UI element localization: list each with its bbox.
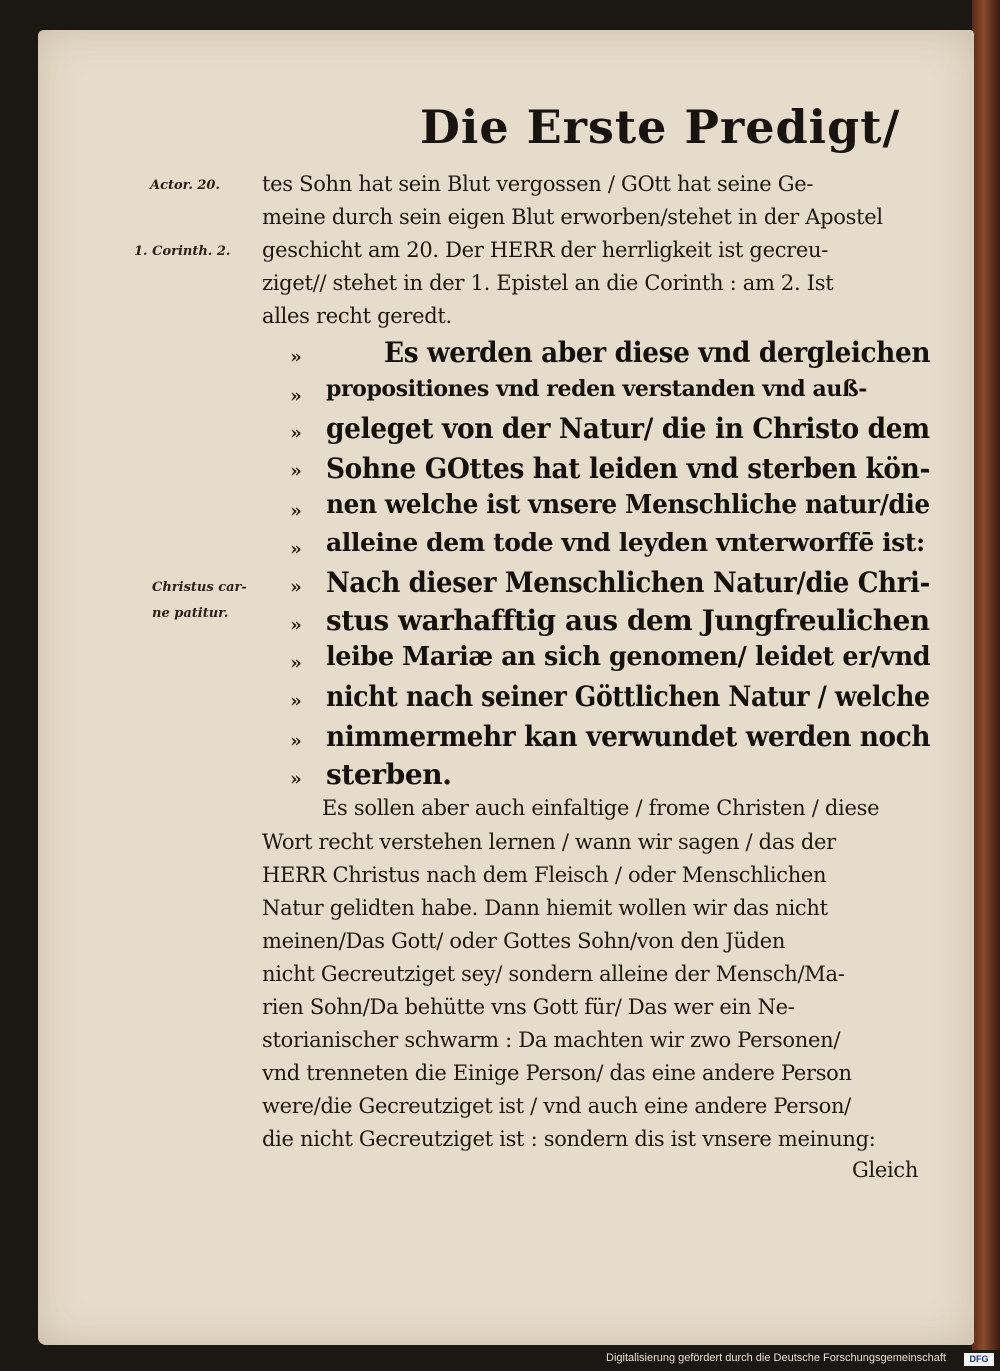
text-line: geschicht am 20. Der HERR der herrligkeit ist gecreu-	[262, 238, 829, 262]
quote-mark: »	[290, 768, 302, 790]
text-line: storianischer schwarm : Da machten wir zwo Personen/	[262, 1028, 841, 1052]
text-line: alles recht geredt.	[262, 304, 452, 328]
quoted-line: Es werden aber diese vnd dergleichen	[384, 336, 931, 369]
quote-mark: »	[290, 538, 302, 560]
quoted-line: Nach dieser Menschlichen Natur/die Chri-	[326, 566, 930, 599]
quoted-line: nimmermehr kan verwundet werden noch	[326, 720, 931, 753]
quote-mark: »	[290, 385, 302, 407]
quoted-line: nen welche ist vnsere Menschliche natur/die	[326, 490, 930, 520]
text-line: ziget// stehet in der 1. Epistel an die Corinth : am 2. Ist	[262, 271, 834, 295]
margin-note-actor: Actor. 20.	[150, 178, 221, 193]
text-line: HERR Christus nach dem Fleisch / oder Menschlichen	[262, 863, 827, 887]
digitization-credit: Digitalisierung gefördert durch die Deutsche Forschungsgemeinschaft	[606, 1352, 946, 1364]
quote-mark: »	[290, 614, 302, 636]
quote-mark: »	[290, 460, 302, 482]
quote-mark: »	[290, 690, 302, 712]
quote-mark: »	[290, 422, 302, 444]
quote-mark: »	[290, 346, 302, 368]
text-line: rien Sohn/Da behütte vns Gott für/ Das wer ein Ne-	[262, 995, 795, 1019]
page-heading: Die Erste Predigt/	[420, 100, 901, 154]
dfg-logo: DFG	[964, 1353, 994, 1366]
text-line: vnd trenneten die Einige Person/ das eine andere Person	[262, 1061, 852, 1085]
quoted-line: sterben.	[326, 758, 452, 791]
book-edge	[972, 0, 1000, 1350]
quote-mark: »	[290, 652, 302, 674]
text-line: Natur gelidten habe. Dann hiemit wollen wir das nicht	[262, 896, 828, 920]
quote-mark: »	[290, 730, 302, 752]
text-line: Wort recht verstehen lernen / wann wir sagen / das der	[262, 830, 836, 854]
margin-note-corinth: 1. Corinth. 2.	[134, 244, 231, 259]
quote-mark: »	[290, 500, 302, 522]
quoted-line: Sohne GOttes hat leiden vnd sterben kön-	[326, 452, 931, 485]
quoted-line: nicht nach seiner Göttlichen Natur / welche	[326, 680, 930, 713]
text-line: tes Sohn hat sein Blut vergossen / GOtt hat seine Ge-	[262, 172, 814, 196]
quoted-line: alleine dem tode vnd leyden vnterworffē ist:	[326, 528, 925, 557]
text-line: Es sollen aber auch einfaltige / frome Christen / diese	[322, 796, 880, 820]
text-line: meinen/Das Gott/ oder Gottes Sohn/von den Jüden	[262, 929, 786, 953]
quoted-line: leibe Mariæ an sich genomen/ leidet er/vnd	[326, 642, 931, 672]
catchword: Gleich	[852, 1158, 919, 1182]
quoted-line: stus warhafftig aus dem Jungfreulichen	[326, 604, 930, 637]
text-line: die nicht Gecreutziget ist : sondern dis ist vnsere meinung:	[262, 1127, 876, 1151]
quote-mark: »	[290, 576, 302, 598]
text-line: were/die Gecreutziget ist / vnd auch eine andere Person/	[262, 1094, 851, 1118]
quoted-line: propositiones vnd reden verstanden vnd auß-	[326, 376, 868, 402]
margin-note-patitur: ne patitur.	[152, 606, 229, 621]
margin-note-christus: Christus car-	[152, 580, 247, 595]
quoted-line: geleget von der Natur/ die in Christo dem	[326, 412, 930, 445]
text-line: nicht Gecreutziget sey/ sondern alleine der Mensch/Ma-	[262, 962, 845, 986]
text-line: meine durch sein eigen Blut erworben/stehet in der Apostel	[262, 205, 883, 229]
